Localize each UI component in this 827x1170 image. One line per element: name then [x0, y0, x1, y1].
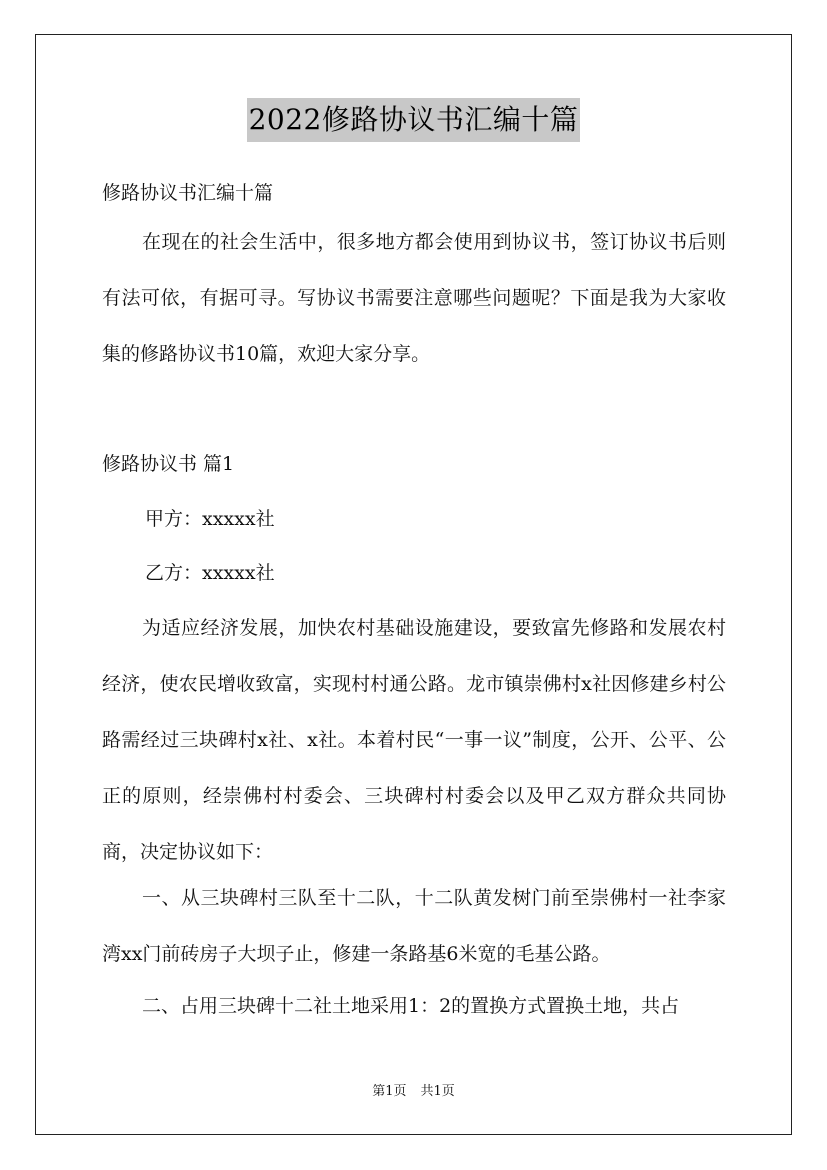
- page-total: 共1页: [420, 1084, 455, 1099]
- title-container: [0, 98, 827, 142]
- section-heading: 修路协议书 篇1: [102, 453, 235, 475]
- body-paragraph: 为适应经济发展，加快农村基础设施建设，要致富先修路和发展农村经济，使农民增收致富，实现村村通公路。龙市镇崇佛村x社因修建乡村公路需经过三块碑村x社、x社。本着村民“一事一议”制度，公开、公平、公正的原则，经崇佛村村委会、三块碑村村委会以及甲乙双方群众共同协商，决定协议如下：: [102, 617, 726, 863]
- page-number: 第1页: [372, 1084, 407, 1099]
- party-a: 甲方：xxxxx社: [145, 508, 275, 530]
- document-title: 2022修路协议书汇编十篇: [247, 98, 581, 142]
- body-paragraph: 一、从三块碑村三队至十二队，十二队黄发树门前至崇佛村一社李家湾xx门前砖房子大坝子止，修建一条路基6米宽的毛基公路。: [102, 887, 726, 965]
- body-paragraph: 二、占用三块碑十二社土地采用1：2的置换方式置换土地，共占: [142, 995, 680, 1017]
- page-footer: [0, 1083, 827, 1101]
- intro-paragraph: 在现在的社会生活中，很多地方都会使用到协议书，签订协议书后则有法可依，有据可寻。写协议书需要注意哪些问题呢？下面是我为大家收集的修路协议书10篇，欢迎大家分享。: [102, 231, 726, 365]
- document-subtitle: 修路协议书汇编十篇: [102, 182, 274, 204]
- party-b: 乙方：xxxxx社: [145, 562, 275, 584]
